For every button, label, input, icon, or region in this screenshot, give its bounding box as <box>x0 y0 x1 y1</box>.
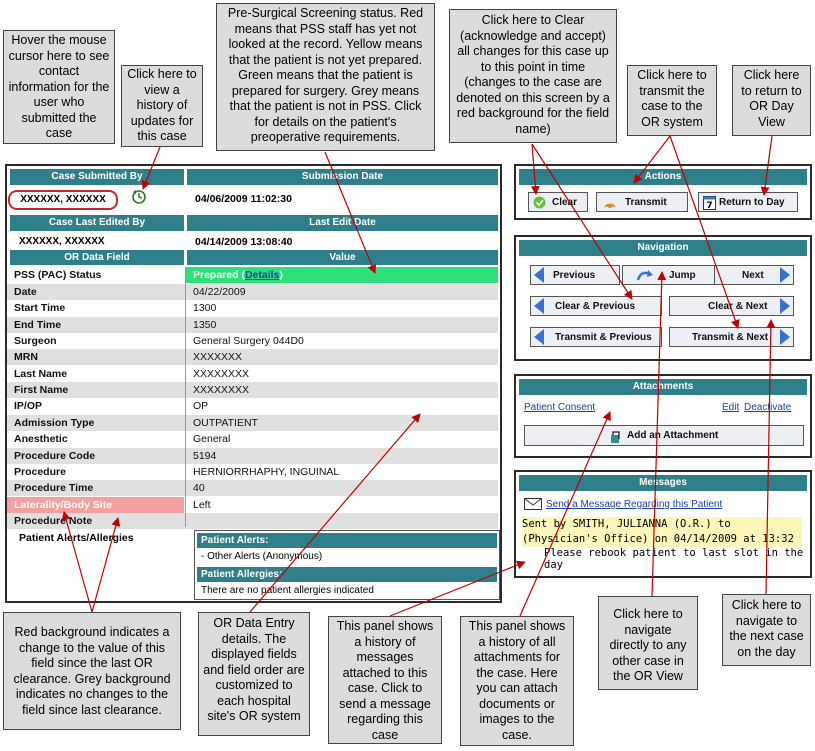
messages-title: Messages <box>519 475 807 491</box>
value-column-header: Value <box>187 250 498 265</box>
field-label: Procedure Code <box>14 449 96 462</box>
attachment-deactivate-link[interactable]: Deactivate <box>744 402 792 413</box>
callout-history: Click here to view a history of updates for this case <box>121 65 203 147</box>
edited-by-user[interactable]: XXXXXX, XXXXXX <box>19 236 105 247</box>
submitted-by-header: Case Submitted By <box>10 169 184 185</box>
patient-allergies-text: There are no patient allergies indicated <box>201 585 374 596</box>
field-value: XXXXXXXX <box>193 367 250 380</box>
field-label: End Time <box>14 318 62 331</box>
alerts-label: Patient Alerts/Allergies <box>19 532 134 544</box>
add-attachment-button[interactable]: Add an Attachment <box>524 425 804 446</box>
message-time: 13:32 <box>762 533 794 545</box>
clear-previous-button[interactable]: Clear & Previous <box>530 296 662 316</box>
field-label: Procedure Time <box>14 482 94 495</box>
callout-return: Click here to return to OR Day View <box>732 65 811 136</box>
field-label: Surgeon <box>14 335 57 348</box>
patient-alerts-text: - Other Alerts (Anonymous) <box>201 551 323 562</box>
field-label: IP/OP <box>14 400 43 413</box>
callout-messages-panel: This panel shows a history of messages attached to this case. Click to send a message regarding this case <box>328 616 442 744</box>
message-date: 04/14/2009 <box>673 533 737 545</box>
callout-clear: Click here to Clear (acknowledge and accept) all changes for this case up to this point in time (changes to the case are denoted on this screen by a red background for the field name) <box>449 9 617 143</box>
submission-date: 04/06/2009 11:02:30 <box>195 193 292 205</box>
svg-text:7: 7 <box>706 201 713 210</box>
previous-button[interactable]: Previous <box>530 265 620 285</box>
field-label: Laterality/Body Site <box>14 498 113 511</box>
callout-hover-submitter: Hover the mouse cursor here to see contact information for the user who submitted the case <box>3 30 115 144</box>
jump-button[interactable]: Jump <box>622 265 720 285</box>
clear-next-button[interactable]: Clear & Next <box>669 296 794 316</box>
actions-title: Actions <box>519 169 807 185</box>
field-label: Last Name <box>14 367 68 380</box>
message-sender: SMITH, JULIANNA (O.R.) <box>572 518 712 530</box>
return-to-day-button[interactable]: 7 Return to Day <box>698 192 798 212</box>
pss-status-value: Prepared (Details) <box>193 269 283 281</box>
field-value: 1300 <box>193 302 217 315</box>
edit-date: 04/14/2009 13:08:40 <box>195 236 293 248</box>
callout-red-background: Red background indicates a change to the value of this field since the last OR clearance. Grey background indicates no changes to the field since last clearance. <box>3 612 181 730</box>
field-label: Anesthetic <box>14 433 68 446</box>
field-value: OUTPATIENT <box>193 416 258 429</box>
field-column-header: OR Data Field <box>10 250 184 265</box>
field-value: HERNIORRHAPHY, INGUINAL <box>193 465 340 478</box>
field-value: 40 <box>193 482 205 495</box>
field-label: Date <box>14 286 37 298</box>
submitted-by-user[interactable]: XXXXXX, XXXXXX <box>8 190 118 210</box>
field-label: MRN <box>14 351 38 364</box>
attachments-title: Attachments <box>519 379 807 395</box>
transmit-previous-button[interactable]: Transmit & Previous <box>530 327 662 347</box>
callout-transmit: Click here to transmit the case to the OR system <box>627 65 717 136</box>
patient-alerts-header: Patient Alerts: <box>197 533 497 548</box>
field-value: General <box>193 433 231 446</box>
field-value: 5194 <box>193 449 217 462</box>
edited-by-header: Case Last Edited By <box>10 215 184 231</box>
pss-status-label: PSS (PAC) Status <box>14 269 102 281</box>
edit-date-header: Last Edit Date <box>187 215 498 231</box>
field-value: XXXXXXX <box>193 351 243 364</box>
callout-or-data-entry: OR Data Entry details. The displayed fields and field order are customized to each hospital site's OR system <box>198 612 310 736</box>
callout-jump: Click here to navigate directly to any other case in the OR View <box>598 596 698 690</box>
next-button[interactable]: Next <box>714 265 794 285</box>
field-value: 1350 <box>193 318 217 331</box>
attachment-patient-consent[interactable]: Patient Consent <box>524 402 596 413</box>
field-value: Left <box>193 498 211 511</box>
navigation-title: Navigation <box>519 240 807 256</box>
message-body: Please rebook patient to last slot in the day <box>544 547 804 571</box>
send-message-link[interactable]: Send a Message Regarding this Patient <box>546 499 723 510</box>
field-label: Admission Type <box>14 416 95 429</box>
patient-allergies-header: Patient Allergies: <box>197 567 497 582</box>
callout-attachments-panel: This panel shows a history of all attachments for the case. Here you can attach documents or images to the case. <box>460 616 574 746</box>
field-label: First Name <box>14 384 69 397</box>
field-value: General Surgery 044D0 <box>193 335 304 348</box>
callout-pss-status: Pre-Surgical Screening status. Red means that PSS staff has yet not looked at the record. Yellow means that the patient is not yet prepared. Green means that the patient is prepared for surgery. Grey means that the patient is not in PSS. Click for details on the patient's preoperative requirements. <box>216 3 435 151</box>
field-value: OP <box>193 400 209 413</box>
field-label: Procedure <box>14 465 66 478</box>
transmit-button[interactable]: Transmit <box>596 192 688 212</box>
pss-details-link[interactable]: Details <box>244 269 280 281</box>
transmit-next-button[interactable]: Transmit & Next <box>669 327 794 347</box>
callout-next: Click here to navigate to the next case on the day <box>722 594 811 666</box>
message-recipient: (Physician's Office) <box>522 533 649 545</box>
attachment-edit-link[interactable]: Edit <box>722 402 740 413</box>
message-header: Sent by SMITH, JULIANNA (O.R.) to (Physician's Office) on 04/14/2009 at 13:32 <box>522 517 802 547</box>
field-value: 04/22/2009 <box>193 286 246 298</box>
field-value: XXXXXXXX <box>193 384 250 397</box>
clear-button[interactable]: Clear <box>528 192 588 212</box>
field-label: Procedure Note <box>14 514 93 527</box>
field-label: Start Time <box>14 302 66 315</box>
submission-date-header: Submission Date <box>187 169 498 185</box>
